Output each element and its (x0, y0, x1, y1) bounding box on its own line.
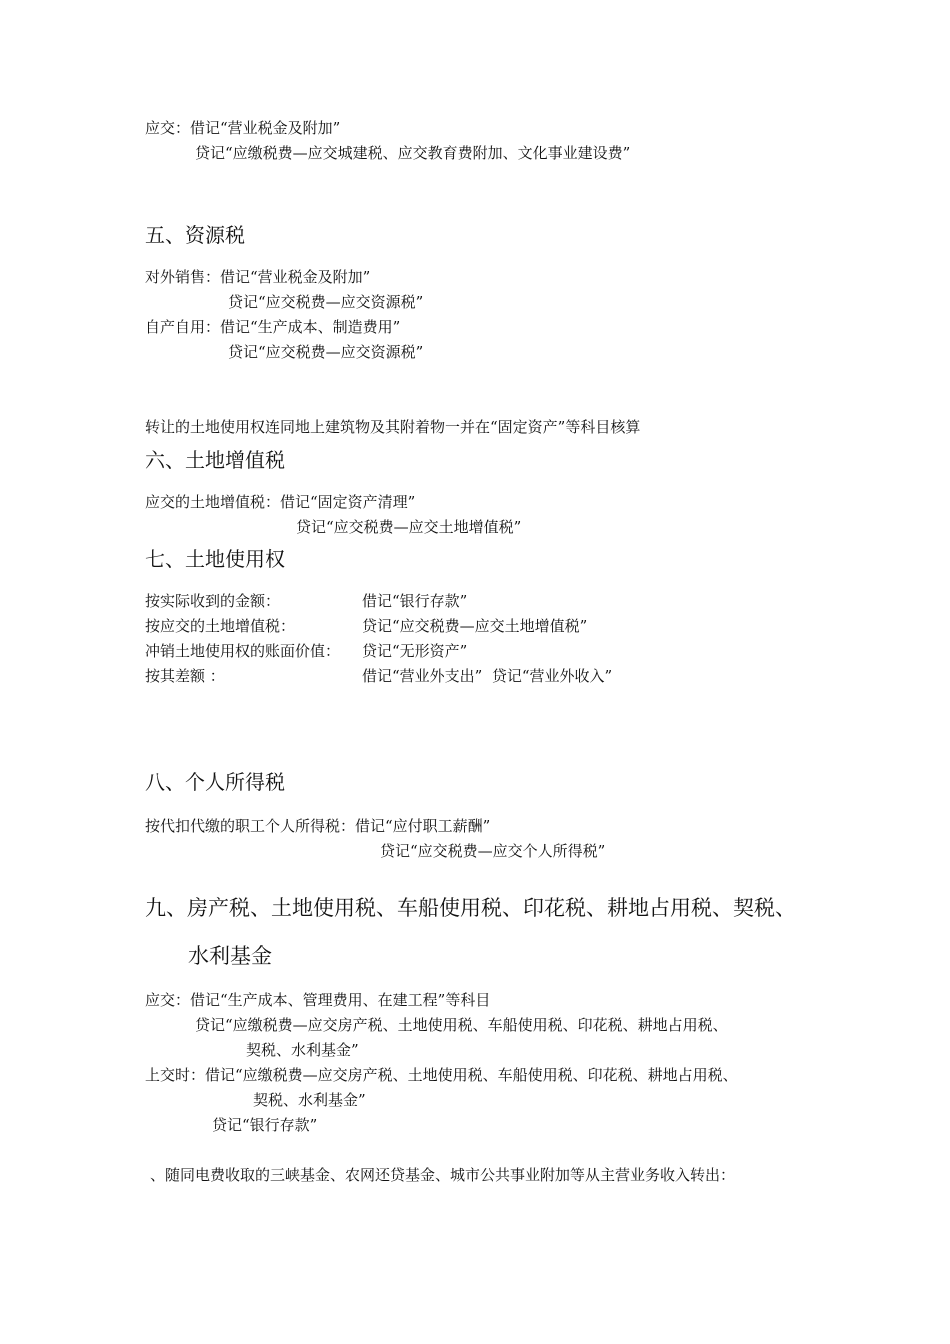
s5-line-4: 贷记“应交税费—应交资源税” (228, 343, 424, 361)
section-8-heading: 八、个人所得税 (145, 770, 285, 794)
section-7-heading: 七、土地使用权 (145, 547, 285, 571)
section-9-heading-line-1: 九、房产税、土地使用税、车船使用税、印花税、耕地占用税、契税、 (145, 896, 796, 920)
s5-line-3: 自产自用：借记“生产成本、制造费用” (145, 318, 401, 336)
s7-row-4-label: 按其差额 ： (145, 667, 225, 685)
closing-line: 、随同电费收取的三峡基金、农网还贷基金、城市公共事业附加等从主营业务收入转出： (150, 1166, 736, 1184)
s7-row-3-label: 冲销土地使用权的账面价值： (145, 642, 341, 660)
transfer-note: 转让的土地使用权连同地上建筑物及其附着物一并在“固定资产”等科目核算 (145, 418, 641, 436)
s9-line-4: 上交时：借记“应缴税费—应交房产税、土地使用税、车船使用税、印花税、耕地占用税、 (145, 1066, 738, 1084)
s7-row-1-label: 按实际收到的金额： (145, 592, 281, 610)
s7-row-2-label: 按应交的土地增值税： (145, 617, 296, 635)
intro-line-1: 应交：借记“营业税金及附加” (145, 119, 341, 137)
s6-line-1: 应交的土地增值税：借记“固定资产清理” (145, 493, 416, 511)
s9-line-3: 契税、水利基金” (246, 1041, 359, 1059)
s7-row-3-entry: 贷记“无形资产” (362, 642, 468, 660)
s6-line-2: 贷记“应交税费—应交土地增值税” (296, 518, 522, 536)
section-5-heading: 五、资源税 (145, 223, 245, 247)
section-9-heading-line-2: 水利基金 (188, 944, 272, 968)
s5-line-1: 对外销售：借记“营业税金及附加” (145, 268, 371, 286)
s9-line-1: 应交：借记“生产成本、管理费用、在建工程”等科目 (145, 991, 491, 1009)
s9-line-2: 贷记“应缴税费—应交房产税、土地使用税、车船使用税、印花税、耕地占用税、 (195, 1016, 728, 1034)
s7-row-4-entry: 借记“营业外支出” 贷记“营业外收入” (362, 667, 613, 685)
s8-line-2: 贷记“应交税费—应交个人所得税” (380, 842, 606, 860)
s7-row-2-entry: 贷记“应交税费—应交土地增值税” (362, 617, 588, 635)
s9-line-6: 贷记“银行存款” (212, 1116, 318, 1134)
s5-line-2: 贷记“应交税费—应交资源税” (228, 293, 424, 311)
s9-line-5: 契税、水利基金” (253, 1091, 366, 1109)
s8-line-1: 按代扣代缴的职工个人所得税：借记“应付职工薪酬” (145, 817, 491, 835)
section-6-heading: 六、土地增值税 (145, 448, 285, 472)
s7-row-1-entry: 借记“银行存款” (362, 592, 468, 610)
intro-line-2: 贷记“应缴税费—应交城建税、应交教育费附加、文化事业建设费” (195, 144, 631, 162)
